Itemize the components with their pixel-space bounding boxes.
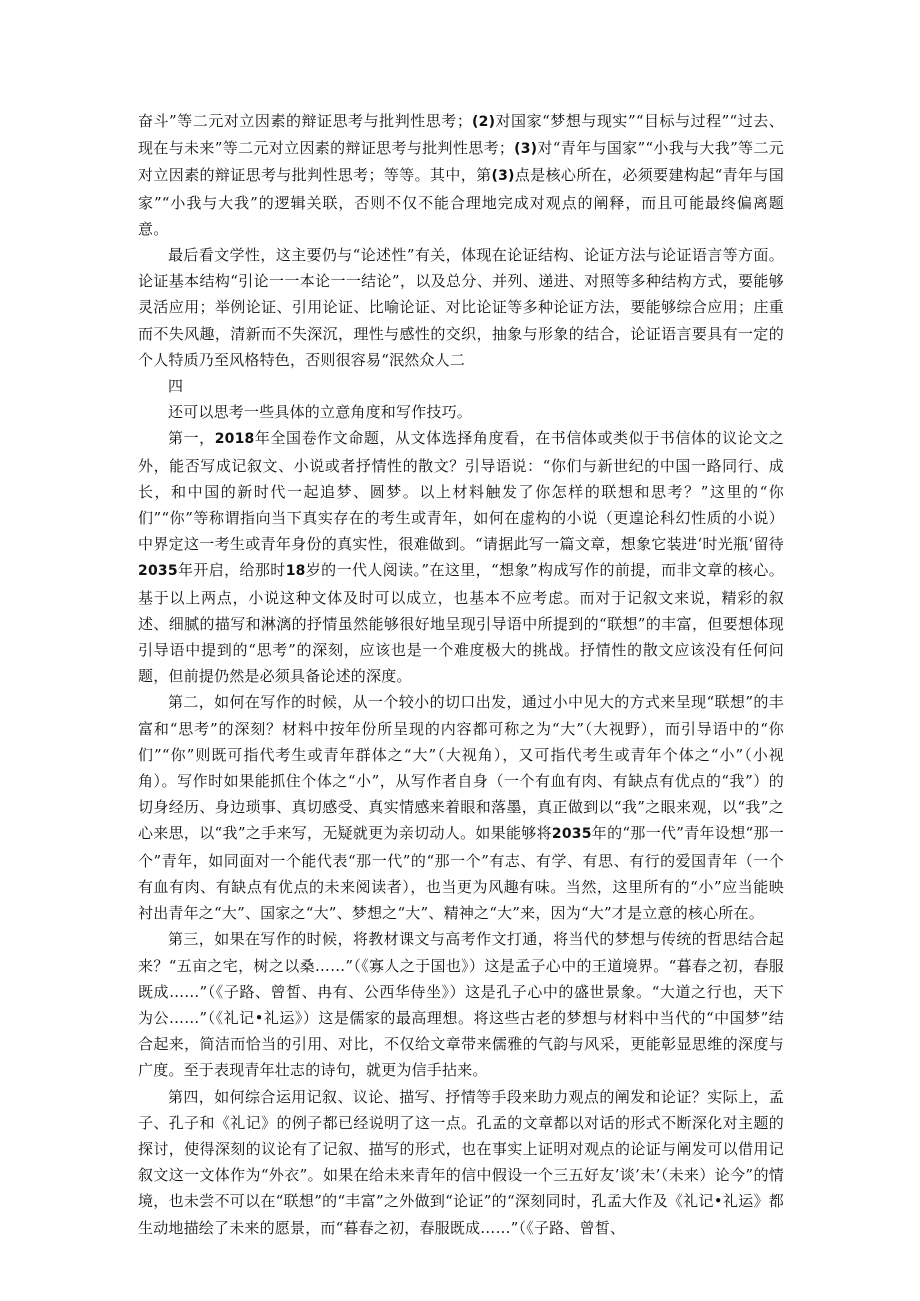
text-run: 第一， [168, 429, 215, 448]
text-run: 年的“那一代”青年设想“那一个”青年，如同面对一个能代表“那一代”的“那一个”有志、有学、有思、有行的爱国青年（一个有血有肉、有缺点有优点的未来阅读者），也当更为风趣有味。当然，这里所有的“小”应当能映衬出青年之“大”、国家之“大”、梦想之“大”、精神之“大”来，因为“大”才是立意的核心所在。 [138, 824, 784, 923]
text-run: 年全国卷作文命题，从文体选择角度看，在书信体或类似于书信体的议论文之外，能否写成记叙文、小说或者抒情性的散文？引导语说：“你们与新世纪的中国一路同行、成长，和中国的新时代一起追梦、圆梦。以上材料触发了你怎样的联想和思考？”这里的“你们”“你”等称谓指向当下真实存在的考生或青年，如何在虚构的小说（更遑论科幻性质的小说）中界定这一考生或青年身份的真实性，很难做到。“请据此写一篇文章，想象它装进‘时光瓶‘留待 [138, 429, 784, 554]
section-heading-four [138, 373, 784, 399]
year-number: 2035 [138, 563, 178, 580]
paragraph-fourth-point [138, 1084, 784, 1241]
age-number: 18 [285, 563, 306, 580]
document-page [138, 108, 784, 1241]
text-run: 第二，如何在写作的时候，从一个较小的切口出发，通过小中见大的方式来呈现“联想”的丰富和“思考”的深刻？材料中按年份所呈现的内容都可称之为“大”（大视野），而引导语中的“你们”“你”则既可指代考生或青年群体之“大”（大视角），又可指代考生或青年个体之“小”（小视角）。写作时如果能抓住个体之“小”，从写作者自身（一个有血有肉、有缺点有优点的“我”）的切身经历、身边琐事、真切感受、真实情感来着眼和落墨，真正做到以“我”之眼来观，以“我”之心来思，以“我”之手来写，无疑就更为亲切动人。如果能够将 [138, 693, 784, 843]
text-run: 还可以思考一些具体的立意角度和写作技巧。 [168, 403, 473, 422]
text-run: 最后看文学性，这主要仍与“论述性”有关，体现在论证结构、论证方法与论证语言等方面。论证基本结构“引论一一本论一一结论”，以及总分、并列、递进、对照等多种结构方式，要能够灵活应用；举例论证、引用论证、比喻论证、对比论证等多种论证方法，要能够综合应用；庄重而不失风趣，清新而不失深沉，理性与感性的交织，抽象与形象的结合，论证语言要具有一定的个人特质乃至风格特色，否则很容易“泯然众人二 [138, 246, 784, 369]
paragraph-dialectic-continuation [138, 108, 784, 242]
text-run: 年开启，给那时 [177, 561, 286, 580]
section-number: 四 [168, 377, 184, 396]
paragraph-second-point [138, 689, 784, 926]
text-run: 岁的一代人阅读。”在这里，“想象”构成写作的前提，而非文章的核心。基于以上两点，小说这种文体及时可以成立，也基本不应考虑。而对于记叙文来说，精彩的叙述、细腻的描写和淋漓的抒情虽然能够很好地呈现引导语中所提到的“联想”的丰富，但要想体现引导语中提到的“思考”的深刻，应该也是一个难度极大的挑战。抒情性的散文应该没有任何问题，但前提仍然是必须具备论述的深度。 [138, 561, 785, 686]
text-run: 对“青年与国家”“小我与大我”等二元对立因素的辩证思考与批判性思考；等等。其中，第 [138, 139, 785, 185]
text-run: 点是核心所在，必须要建构起“青年与国家”“小我与大我”的逻辑关联，否则不仅不能合理地完成对观点的阐释，而且可能最终偏离题意。 [138, 166, 784, 238]
paragraph-intro-techniques [138, 399, 784, 425]
paragraph-third-point [138, 926, 784, 1083]
year-number: 2035 [551, 826, 592, 843]
year-number: 2018 [214, 431, 255, 448]
text-run: 奋斗”等二元对立因素的辩证思考与批判性思考； [138, 112, 473, 130]
item-number: (3) [514, 141, 538, 158]
text-run: 第四，如何综合运用记叙、议论、描写、抒情等手段来助力观点的阐发和论证？实际上，孟子、孔子和《礼记》的例子都已经说明了这一点。孔孟的文章都以对话的形式不断深化对主题的探讨，使得深刻的议论有了记叙、描写的形式，也在事实上证明对观点的论证与阐发可以借用记叙文这一文体作为“外衣”。如果在给未来青年的信中假设一个三五好友’谈’未’（未来）论今”的情境，也未尝不可以在“联想”的“丰富”之外做到“论证”的“深刻同时，孔孟大作及《礼记•礼运》都生动地描绘了未来的愿景，而“暮春之初，春服既成……”（《子路、曾皙、 [138, 1087, 784, 1237]
text-run: 第三，如果在写作的时候，将教材课文与高考作文打通，将当代的梦想与传统的哲思结合起来？“五亩之宅，树之以桑……”（《寡人之于国也》）这是孟子心中的王道境界。“暮春之初，春服既成……”（《子路、曾皙、冉有、公西华侍坐》）这是孔子心中的盛世景象。“大道之行也，天下为公……”（《礼记•礼运》）这是儒家的最高理想。将这些古老的梦想与材料中当代的“中国梦”结合起来，简洁而恰当的引用、对比，不仅给文章带来儒雅的气韵与风采，更能彰显思维的深度与广度。至于表现青年壮志的诗句，就更为信手拈来。 [138, 930, 784, 1080]
item-number: (2) [472, 114, 496, 130]
paragraph-literary-quality [138, 242, 784, 373]
text-run: 对国家“梦想与现实”“目标与过程”“过去、现在与未来”等二元对立因素的辩证思考与批判性思考； [138, 112, 785, 158]
paragraph-first-point [138, 425, 784, 689]
item-number: (3) [491, 168, 515, 185]
